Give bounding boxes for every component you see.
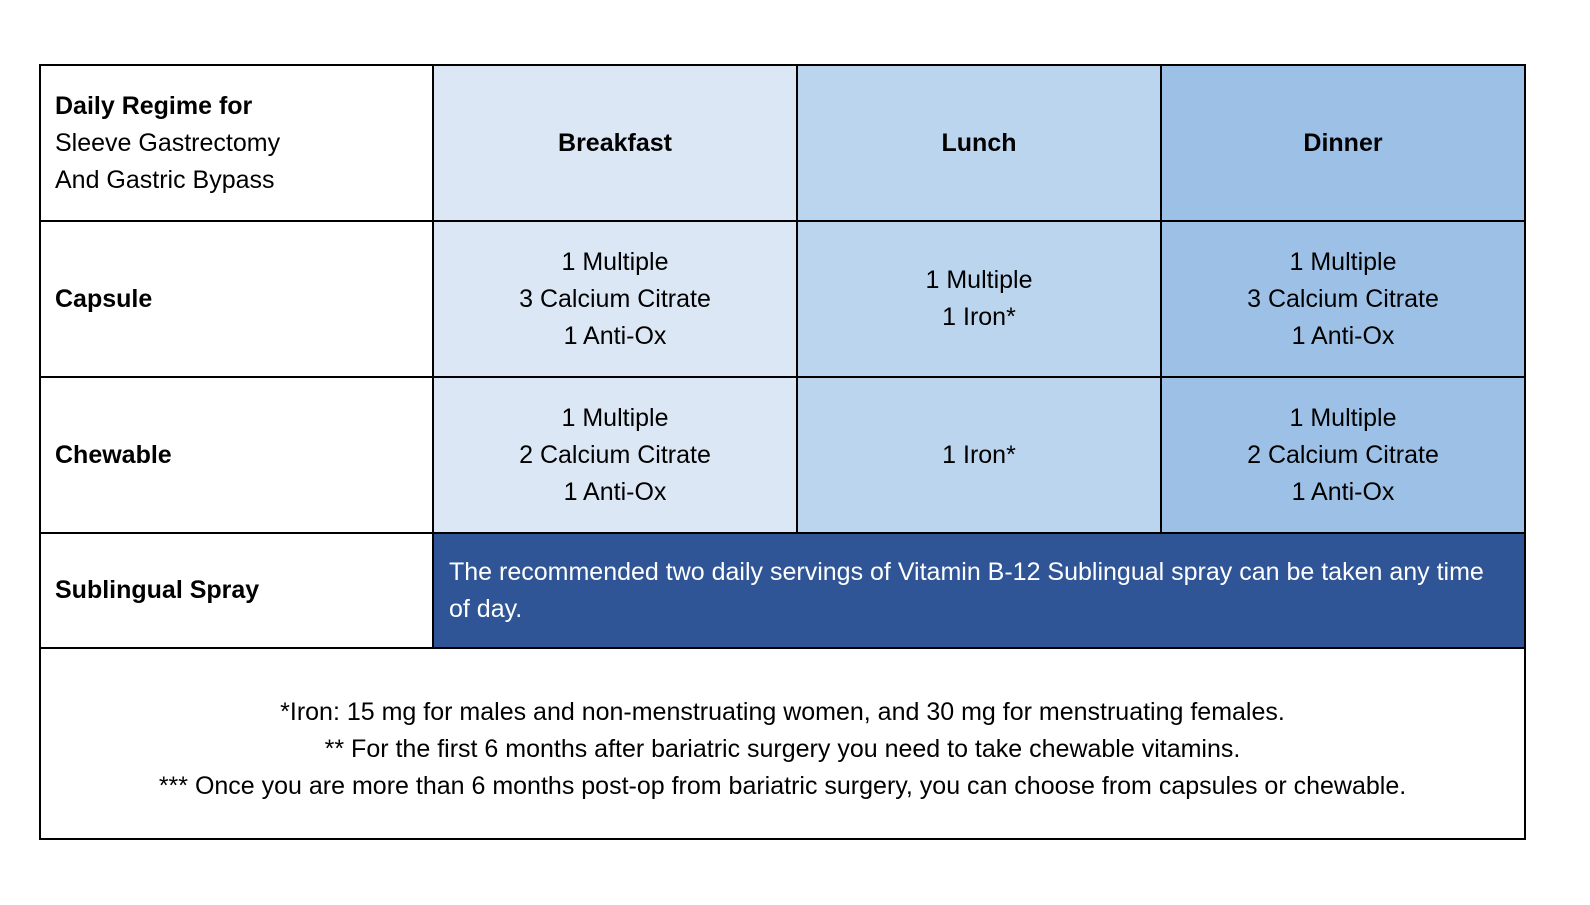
capsule-dinner-item: 1 Multiple	[1289, 247, 1397, 276]
chewable-dinner-cell	[1162, 378, 1524, 534]
table-title-cell	[41, 66, 434, 222]
capsule-breakfast-cell	[434, 222, 798, 378]
column-header-breakfast: Breakfast	[434, 66, 798, 222]
table-title-line2: Sleeve Gastrectomy	[55, 128, 281, 157]
capsule-breakfast-item: 1 Multiple	[561, 247, 669, 276]
capsule-breakfast-item: 1 Anti-Ox	[563, 321, 667, 350]
row-label-chewable: Chewable	[41, 378, 434, 534]
chewable-breakfast-item: 1 Anti-Ox	[563, 477, 667, 506]
row-label-capsule: Capsule	[41, 222, 434, 378]
capsule-lunch-item: 1 Multiple	[925, 266, 1033, 294]
chewable-breakfast-item: 2 Calcium Citrate	[519, 440, 711, 469]
row-label-sublingual-spray: Sublingual Spray	[41, 534, 434, 649]
capsule-lunch-cell	[798, 222, 1162, 378]
spray-instructions-cell	[434, 534, 1524, 649]
capsule-breakfast-item: 3 Calcium Citrate	[519, 284, 711, 313]
chewable-lunch-item: 1 Iron*	[942, 440, 1016, 469]
table-title-line3: And Gastric Bypass	[55, 165, 275, 194]
chewable-breakfast-item: 1 Multiple	[561, 403, 669, 432]
column-header-lunch: Lunch	[798, 66, 1162, 222]
table-title-bold: Daily Regime for	[55, 91, 253, 120]
column-header-dinner: Dinner	[1162, 66, 1524, 222]
capsule-dinner-cell	[1162, 222, 1524, 378]
capsule-dinner-item: 3 Calcium Citrate	[1247, 284, 1439, 313]
capsule-dinner-item: 1 Anti-Ox	[1291, 321, 1395, 350]
spray-instructions-text: The recommended two daily servings of Vitamin B-12 Sublingual spray can be taken any time of day.	[449, 557, 1484, 623]
footnote-iron: *Iron: 15 mg for males and non-menstruating women, and 30 mg for menstruating females.	[280, 698, 1285, 726]
chewable-dinner-item: 2 Calcium Citrate	[1247, 440, 1439, 469]
footnotes-cell	[41, 649, 1524, 838]
footnote-chewable-period: ** For the first 6 months after bariatric surgery you need to take chewable vitamins.	[324, 735, 1241, 763]
footnote-post-op-choice: *** Once you are more than 6 months post-op from bariatric surgery, you can choose from capsules or chewable.	[158, 772, 1407, 800]
chewable-dinner-item: 1 Anti-Ox	[1291, 477, 1395, 506]
chewable-lunch-cell	[798, 378, 1162, 534]
daily-regime-table	[39, 64, 1526, 840]
chewable-breakfast-cell	[434, 378, 798, 534]
capsule-lunch-item: 1 Iron*	[942, 303, 1016, 331]
chewable-dinner-item: 1 Multiple	[1289, 403, 1397, 432]
